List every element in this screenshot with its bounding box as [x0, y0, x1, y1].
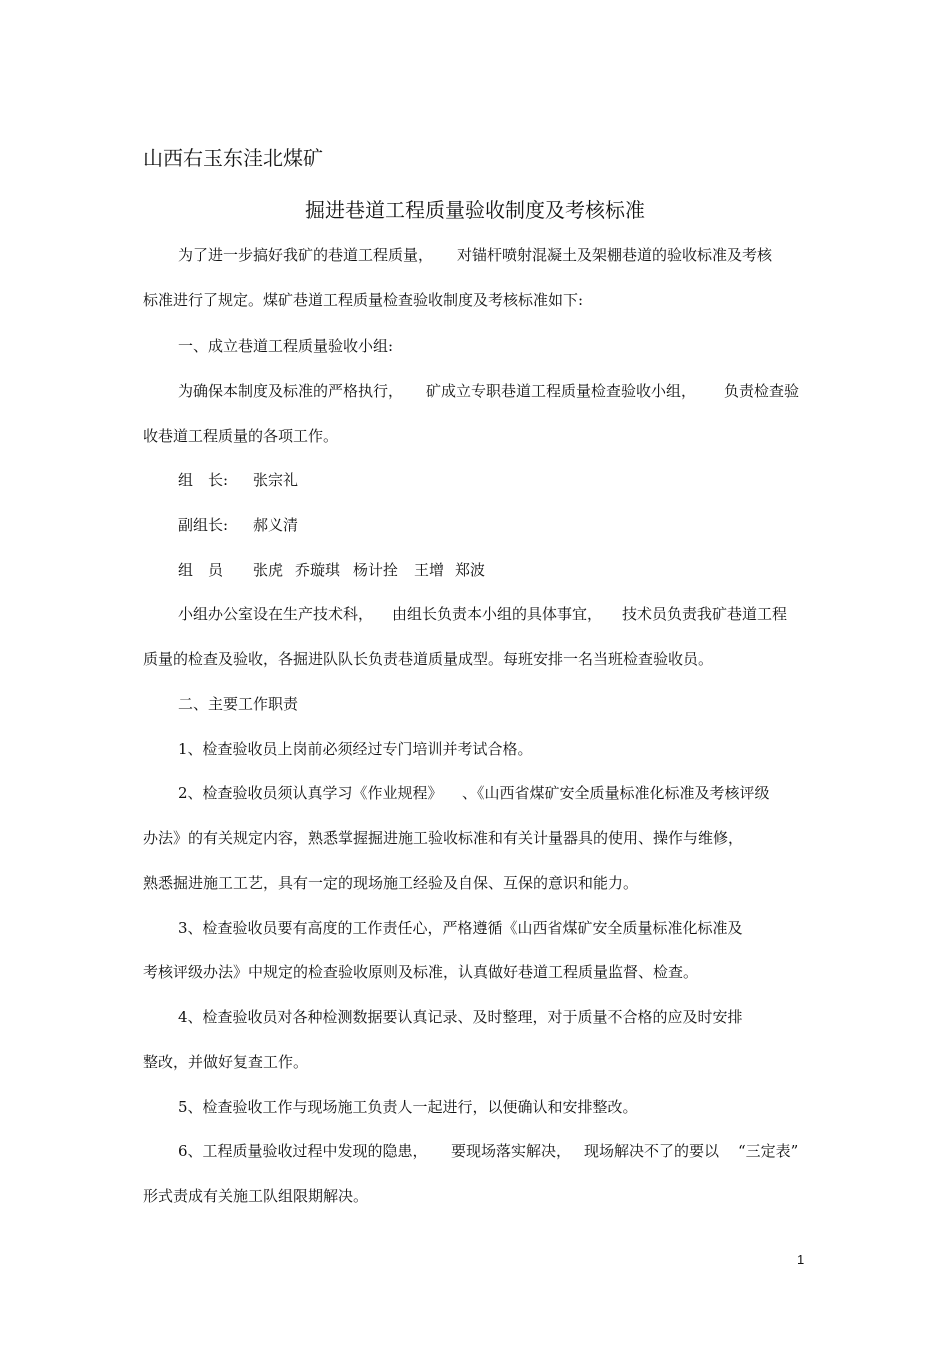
duty-item-2-line-3: 熟悉掘进施工工艺，具有一定的现场施工经验及自保、互保的意识和能力。	[143, 874, 639, 892]
duty-item-3-line-2: 考核评级办法》中规定的检查验收原则及标准，认真做好巷道工程质量监督、检查。	[143, 963, 699, 981]
duty-item-6b: 要现场落实解决，	[451, 1142, 572, 1160]
deputy-label: 副组长:	[178, 516, 229, 534]
duty-item-1: 1、检查验收员上岗前必须经过专门培训并考试合格。	[178, 740, 533, 758]
office-line-1c: 技术员负责我矿巷道工程	[622, 605, 788, 623]
member-name: 杨计拴	[353, 561, 399, 579]
member-name: 乔璇琪	[295, 561, 341, 579]
duty-item-6c: 现场解决不了的要以	[584, 1142, 720, 1160]
members-label: 组 员	[178, 561, 224, 579]
duty-item-6d: “三定表”	[738, 1142, 799, 1160]
duty-item-2a: 2、检查验收员须认真学习《作业规程》	[178, 784, 443, 802]
duty-item-4-line-1: 4、检查验收员对各种检测数据要认真记录、及时整理，对于质量不合格的应及时安排	[178, 1008, 743, 1026]
leader-name: 张宗礼	[253, 471, 299, 489]
leader-label: 组 长:	[178, 471, 229, 489]
office-line-2: 质量的检查及验收，各掘进队队长负责巷道质量成型。每班安排一名当班检查验收员。	[143, 650, 714, 668]
section-1-heading: 一、成立巷道工程质量验收小组:	[178, 337, 394, 355]
duty-item-6a: 6、工程质量验收过程中发现的隐患，	[178, 1142, 428, 1160]
section-1-para-line-2: 收巷道工程质量的各项工作。	[143, 427, 339, 445]
page-number: 1	[797, 1252, 805, 1267]
duty-item-5: 5、检查验收工作与现场施工负责人一起进行，以便确认和安排整改。	[178, 1098, 638, 1116]
duty-item-6-line-2: 形式责成有关施工队组限期解决。	[143, 1187, 369, 1205]
duty-item-2b: 、《山西省煤矿安全质量标准化标准及考核评级	[462, 784, 770, 802]
section-1-para-1a: 为确保本制度及标准的严格执行，	[178, 382, 404, 400]
intro-line-1a: 为了进一步搞好我矿的巷道工程质量，	[178, 246, 434, 264]
document-title: 掘进巷道工程质量验收制度及考核标准	[305, 198, 645, 222]
intro-line-1b: 对锚杆喷射混凝土及架棚巷道的验收标准及考核	[457, 246, 773, 264]
organization-name: 山西右玉东洼北煤矿	[143, 146, 323, 170]
member-name: 张虎	[253, 561, 284, 579]
duty-item-3-line-1: 3、检查验收员要有高度的工作责任心，严格遵循《山西省煤矿安全质量标准化标准及	[178, 919, 743, 937]
office-line-1a: 小组办公室设在生产技术科，	[178, 605, 374, 623]
office-line-1b: 由组长负责本小组的具体事宜，	[392, 605, 603, 623]
duty-item-4-line-2: 整改，并做好复查工作。	[143, 1053, 309, 1071]
deputy-name: 郝义清	[253, 516, 299, 534]
member-name: 王增	[414, 561, 445, 579]
section-1-para-1b: 矿成立专职巷道工程质量检查验收小组，	[426, 382, 697, 400]
section-1-para-1c: 负责检查验	[724, 382, 800, 400]
intro-line-2: 标准进行了规定。煤矿巷道工程质量检查验收制度及考核标准如下:	[143, 291, 584, 309]
member-name: 郑波	[455, 561, 486, 579]
duty-item-2-line-2: 办法》的有关规定内容，熟悉掌握掘进施工验收标准和有关计量器具的使用、操作与维修，	[143, 829, 744, 847]
section-2-heading: 二、主要工作职责	[178, 695, 299, 713]
